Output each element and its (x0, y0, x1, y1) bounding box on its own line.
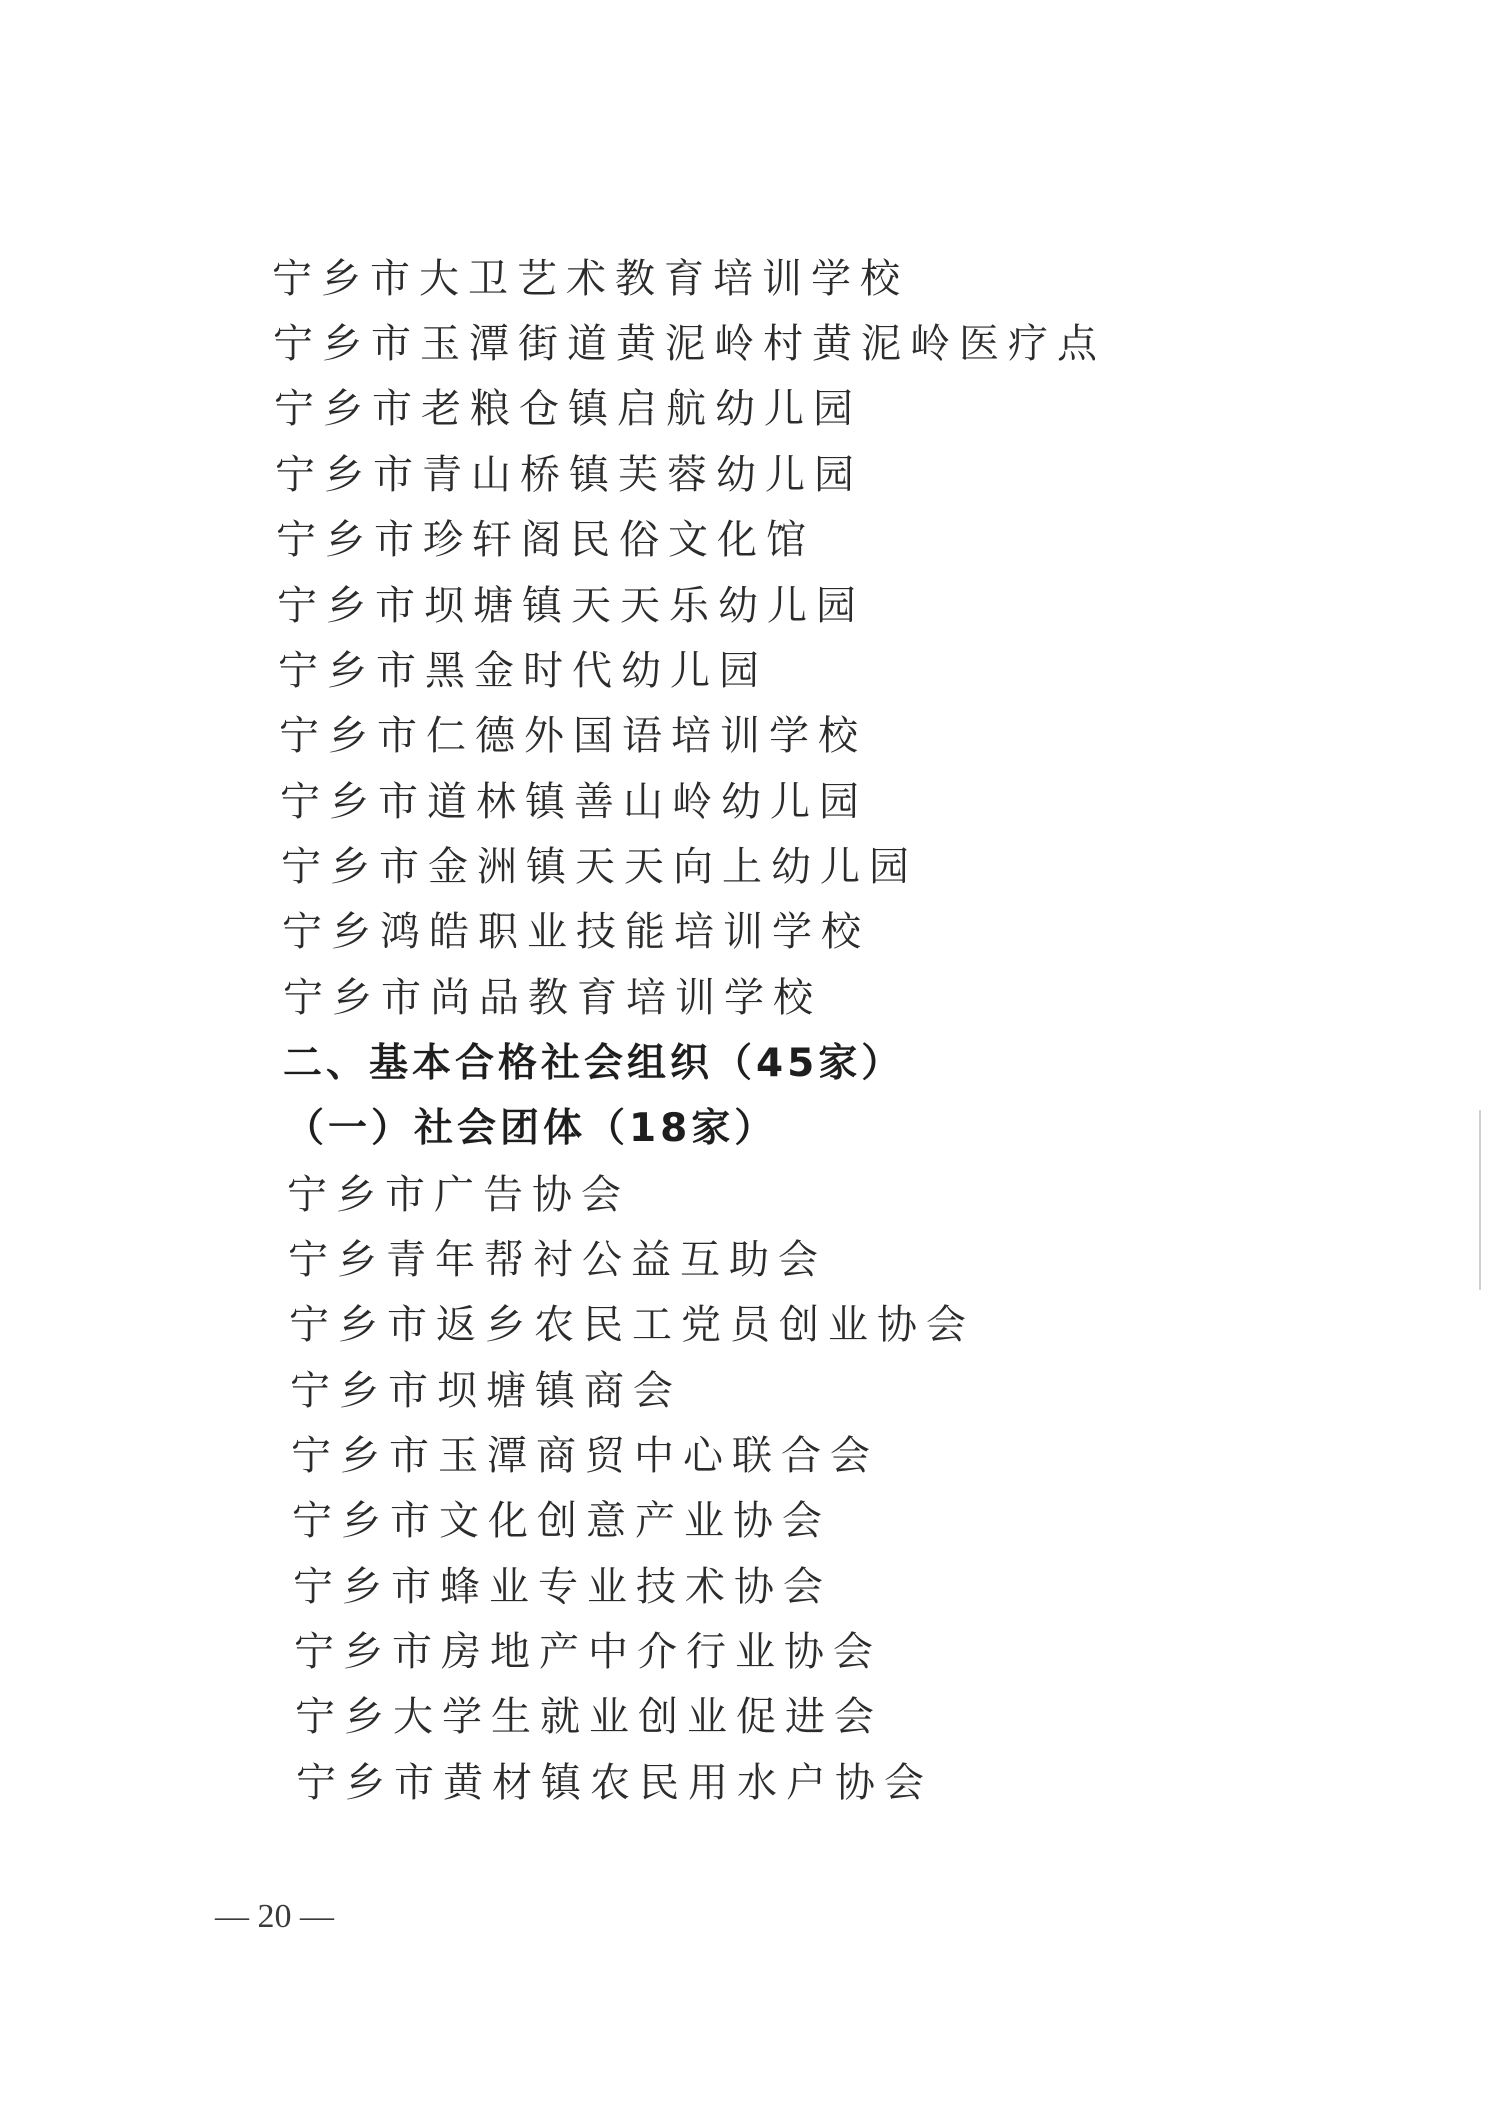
list-item: 宁乡市玉潭街道黄泥岭村黄泥岭医疗点 (273, 321, 1106, 367)
list-item: 宁乡市黑金时代幼儿园 (278, 648, 768, 694)
list-item: 宁乡市青山桥镇芙蓉幼儿园 (275, 452, 863, 498)
list-item: 宁乡市老粮仓镇启航幼儿园 (274, 386, 862, 432)
list-item: 宁乡市坝塘镇天天乐幼儿园 (277, 583, 865, 629)
list-item: 宁乡市玉潭商贸中心联合会 (291, 1433, 879, 1479)
list-item: 宁乡市返乡农民工党员创业协会 (289, 1302, 975, 1348)
list-item: 宁乡市道林镇善山岭幼儿园 (280, 779, 868, 825)
list-item: 宁乡市大卫艺术教育培训学校 (272, 256, 909, 302)
list-item: 宁乡市珍轩阁民俗文化馆 (276, 517, 815, 563)
list-item: 宁乡市广告协会 (287, 1172, 630, 1218)
scan-edge-shadow (1479, 1110, 1481, 1290)
list-item: 宁乡鸿皓职业技能培训学校 (282, 909, 870, 955)
list-item: 宁乡市文化创意产业协会 (292, 1498, 831, 1544)
list-item: 宁乡市金洲镇天天向上幼儿园 (281, 844, 918, 890)
list-item: 宁乡青年帮衬公益互助会 (288, 1237, 827, 1283)
list-item: 宁乡市仁德外国语培训学校 (279, 713, 867, 759)
subsection-heading: （一）社会团体（18家） (285, 1106, 778, 1151)
list-item: 宁乡市黄材镇农民用水户协会 (296, 1760, 933, 1806)
section-heading: 二、基本合格社会组织（45家） (283, 1041, 905, 1086)
list-item: 宁乡市尚品教育培训学校 (283, 975, 822, 1021)
list-item: 宁乡市坝塘镇商会 (290, 1368, 682, 1414)
list-item: 宁乡市蜂业专业技术协会 (293, 1564, 832, 1610)
list-item: 宁乡市房地产中介行业协会 (294, 1629, 882, 1675)
list-item: 宁乡大学生就业创业促进会 (295, 1694, 883, 1740)
page-number: — 20 — (215, 1898, 334, 1935)
